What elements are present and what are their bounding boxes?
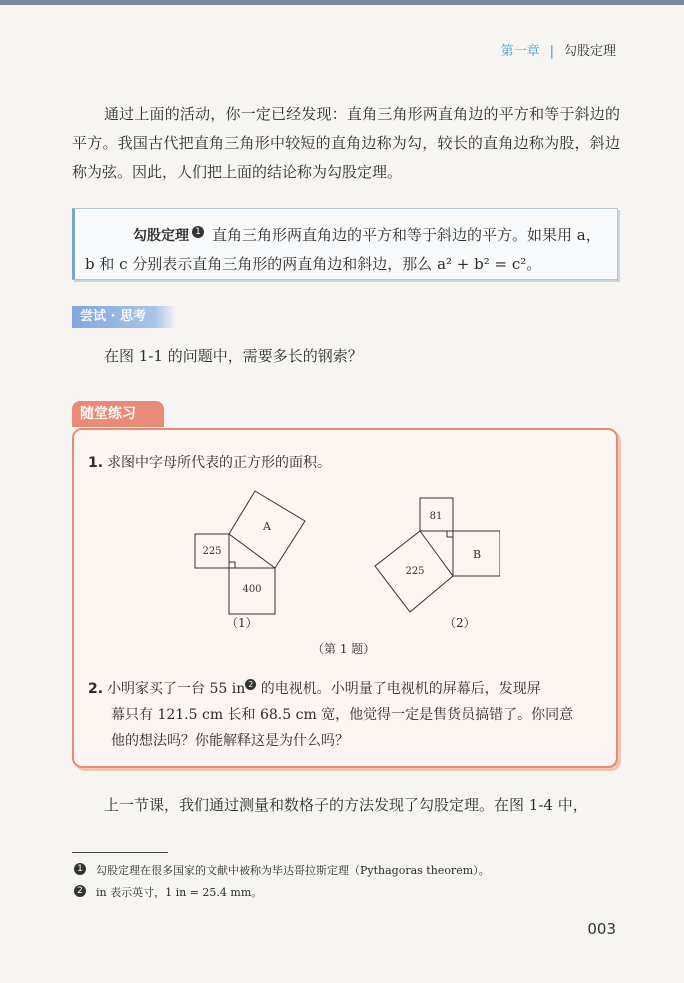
page-number: 003 bbox=[587, 920, 616, 938]
fig1-right-angle bbox=[229, 562, 235, 568]
question-2 bbox=[88, 676, 608, 754]
try-think-question: 在图 1-1 的问题中，需要多长的钢索？ bbox=[104, 347, 363, 365]
footnote-1-text: 勾股定理在很多国家的文献中被称为毕达哥拉斯定理（Pythagoras theorem）。 bbox=[96, 864, 490, 877]
fig2-right-angle bbox=[447, 531, 453, 537]
footnote-2 bbox=[77, 884, 263, 900]
fig1-label-225: 225 bbox=[202, 546, 222, 557]
fig2-label-b: B bbox=[472, 548, 482, 561]
footnote-2-mark: 2 bbox=[74, 885, 86, 897]
figure-2 bbox=[375, 498, 500, 612]
question-2-line-1 bbox=[88, 676, 608, 702]
footnote-2-text: in 表示英寸，1 in = 25.4 mm。 bbox=[96, 886, 263, 899]
figure-group-caption: （第 1 题） bbox=[312, 642, 376, 656]
figure-1 bbox=[195, 491, 305, 614]
question-2-text-a: 小明家买了一台 55 in bbox=[107, 681, 246, 697]
question-1-number: 1. bbox=[88, 455, 104, 471]
question-2-line-2: 幕只有 121.5 cm 长和 68.5 cm 宽，他觉得一定是售货员搞错了。你同意 bbox=[111, 707, 574, 723]
theorem-content bbox=[85, 221, 605, 278]
footnote-marker-1: 1 bbox=[192, 226, 204, 238]
footnote-divider bbox=[72, 852, 168, 853]
theorem-text: 直角三角形两直角边的平方和等于斜边的平方。如果用 a，b 和 c 分别表示直角三角形的两直角边和斜边，那么 a² + b² = c²。 bbox=[85, 226, 601, 273]
fig1-label-400: 400 bbox=[242, 584, 262, 595]
footnote-marker-2: 2 bbox=[245, 679, 256, 690]
top-border bbox=[0, 0, 684, 5]
chapter-title: 勾股定理 bbox=[563, 44, 616, 59]
footnote-1-mark: 1 bbox=[74, 863, 86, 875]
chapter-label: 第一章 bbox=[500, 44, 540, 59]
figure-2-caption: （2） bbox=[444, 616, 476, 630]
footnote-1 bbox=[77, 862, 490, 878]
header-separator: | bbox=[549, 44, 554, 59]
exercise-tag: 随堂练习 bbox=[72, 401, 164, 427]
closing-paragraph: 上一节课，我们通过测量和数格子的方法发现了勾股定理。在图 1-4 中， bbox=[104, 796, 588, 814]
fig2-label-225: 225 bbox=[405, 566, 425, 577]
theorem-box bbox=[72, 208, 618, 280]
intro-paragraph: 通过上面的活动，你一定已经发现：直角三角形两直角边的平方和等于斜边的平方。我国古代把直角三角形中较短的直角边称为勾，较长的直角边称为股，斜边称为弦。因此，人们把上面的结论称为勾股定理。 bbox=[72, 105, 620, 181]
question-2-line-3: 他的想法吗？你能解释这是为什么吗？ bbox=[111, 733, 349, 749]
question-1-text: 求图中字母所代表的正方形的面积。 bbox=[107, 455, 332, 471]
fig1-label-a: A bbox=[263, 520, 271, 533]
try-think-tag: 尝试 · 思考 bbox=[72, 306, 176, 328]
question-2-text-b: 的电视机。小明量了电视机的屏幕后，发现屏 bbox=[256, 681, 541, 697]
theorem-name: 勾股定理 bbox=[133, 228, 189, 244]
running-header bbox=[501, 40, 616, 59]
question-1 bbox=[88, 452, 331, 472]
fig2-label-81: 81 bbox=[429, 511, 443, 522]
figure-1-caption: （1） bbox=[226, 616, 258, 630]
square-figures bbox=[180, 486, 500, 666]
question-2-number: 2. bbox=[88, 681, 104, 697]
